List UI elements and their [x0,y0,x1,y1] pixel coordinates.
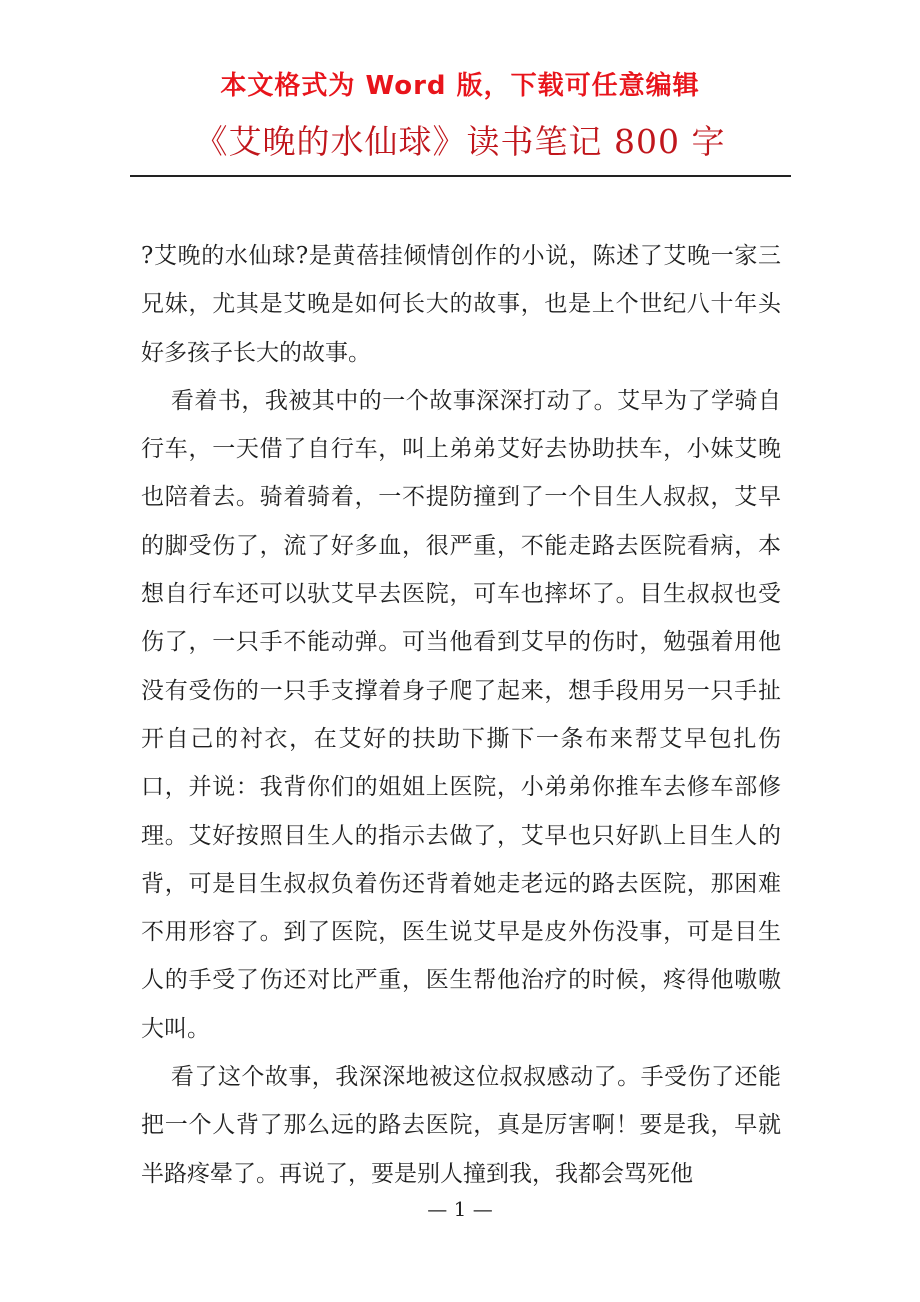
paragraph-story: 看着书，我被其中的一个故事深深打动了。艾早为了学骑自行车，一天借了自行车，叫上弟弟艾好去协助扶车，小妹艾晚也陪着去。骑着骑着，一不提防撞到了一个目生人叔叔，艾早的脚受伤了，流了好多血，很严重，不能走路去医院看病，本想自行车还可以驮艾早去医院，可车也摔坏了。目生叔叔也受伤了，一只手不能动弹。可当他看到艾早的伤时，勉强着用他没有受伤的一只手支撑着身子爬了起来，想手段用另一只手扯开自己的衬衣，在艾好的扶助下撕下一条布来帮艾早包扎伤口，并说：我背你们的姐姐上医院，小弟弟你推车去修车部修理。艾好按照目生人的指示去做了，艾早也只好趴上目生人的背，可是目生叔叔负着伤还背着她走老远的路去医院，那困难不用形容了。到了医院，医生说艾早是皮外伤没事，可是目生人的手受了伤还对比严重，医生帮他治疗的时候，疼得他嗷嗷大叫。 [141,387,781,1042]
format-notice-banner: 本文格式为 Word 版，下载可任意编辑 [220,71,700,101]
paragraph-reflection: 看了这个故事，我深深地被这位叔叔感动了。手受伤了还能把一个人背了那么远的路去医院，真是厉害啊！要是我，早就半路疼晕了。再说了，要是别人撞到我，我都会骂死他 [141,1064,781,1187]
page-number: — 1 — [427,1197,493,1221]
title-divider [130,175,791,177]
paragraph-intro: ?艾晚的水仙球?是黄蓓挂倾情创作的小说，陈述了艾晚一家三兄妹，尤其是艾晚是如何长大的故事，也是上个世纪八十年头好多孩子长大的故事。 [141,243,781,366]
body-text [141,232,781,1198]
document-title: 《艾晚的水仙球》读书笔记 800 字 [194,122,726,161]
